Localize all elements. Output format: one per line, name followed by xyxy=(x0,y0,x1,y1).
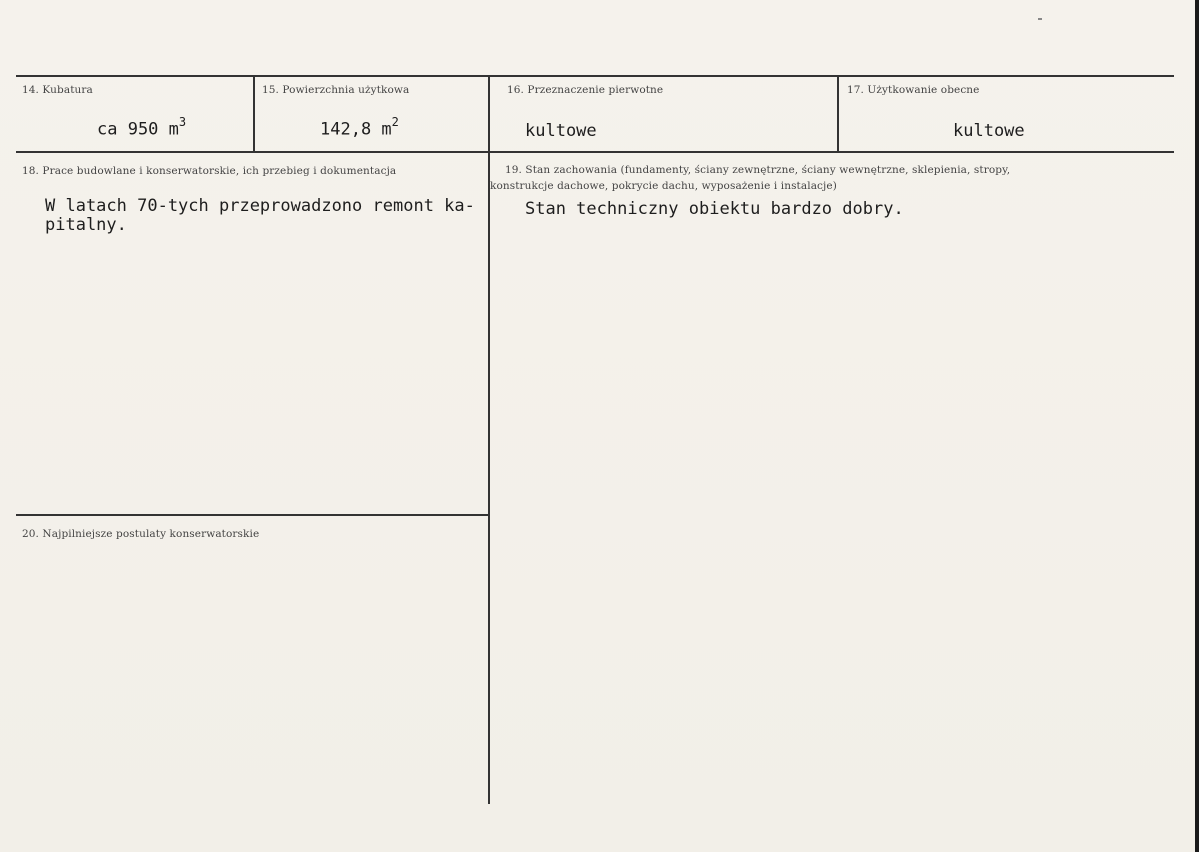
col-divider-3 xyxy=(837,76,839,152)
field-15-label: 15. Powierzchnia użytkowa xyxy=(262,84,410,96)
row-divider xyxy=(16,151,1174,153)
field-17-label: 17. Użytkowanie obecne xyxy=(847,84,980,96)
top-rule xyxy=(16,75,1174,77)
field-15-value: 142,8 $m^2$ xyxy=(320,115,399,140)
field-18-label: 18. Prace budowlane i konserwatorskie, ich przebieg i dokumentacja xyxy=(22,165,397,177)
field-16-value: kultowe xyxy=(525,121,597,141)
field-19-label-line1: 19. Stan zachowania (fundamenty, ściany zewnętrzne, ściany wewnętrzne, sklepienia, stropy, xyxy=(505,164,1011,176)
right-edge-shadow xyxy=(1195,0,1199,852)
field-20-label: 20. Najpilniejsze postulaty konserwatorskie xyxy=(22,528,260,540)
section-divider-18-20 xyxy=(16,514,488,516)
field-16-label: 16. Przeznaczenie pierwotne xyxy=(507,84,664,96)
field-14-label: 14. Kubatura xyxy=(22,84,93,96)
field-19-label-line2: konstrukcje dachowe, pokrycie dachu, wyposażenie i instalacje) xyxy=(490,180,837,192)
speck xyxy=(1038,18,1042,20)
field-18-value-line2: pitalny. xyxy=(45,215,127,235)
field-18-value-line1: W latach 70-tych przeprowadzono remont ka- xyxy=(45,196,475,216)
field-19-value: Stan techniczny obiektu bardzo dobry. xyxy=(525,199,904,219)
field-17-value: kultowe xyxy=(953,121,1025,141)
col-divider-1 xyxy=(253,76,255,152)
field-14-value: ca 950 $m^3$ xyxy=(97,115,187,140)
